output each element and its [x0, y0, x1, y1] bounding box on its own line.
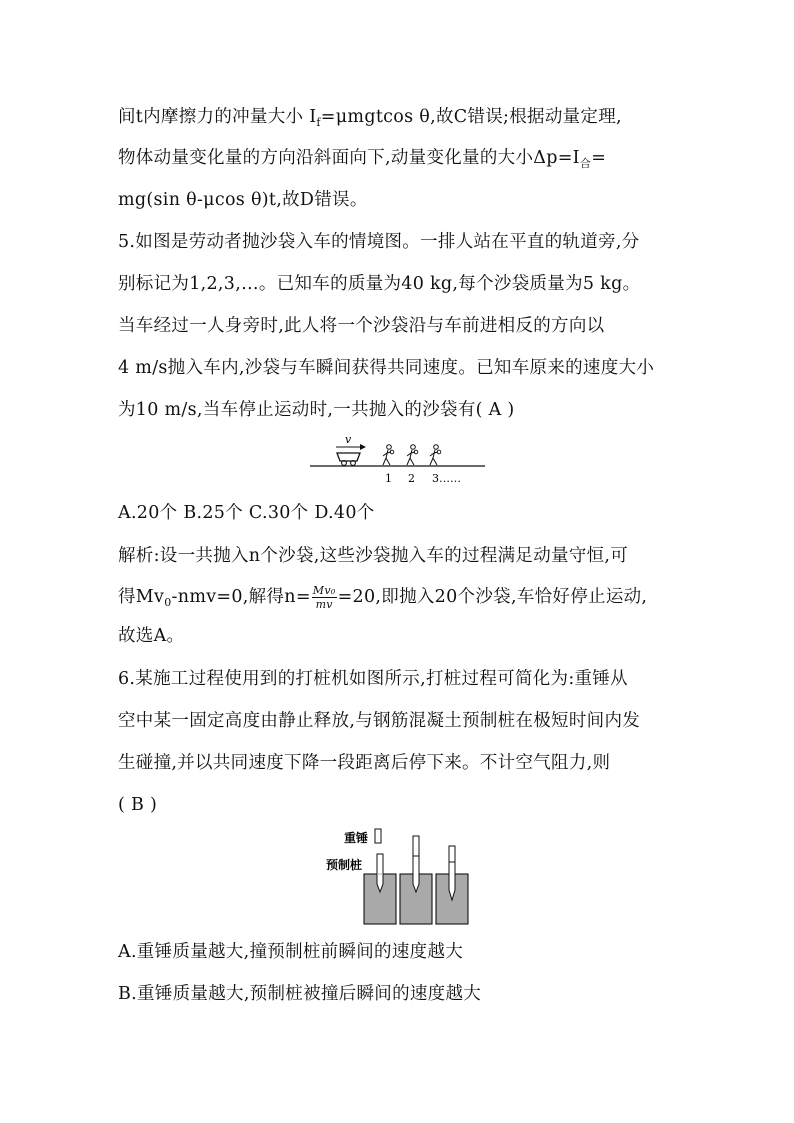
q6-option: B.重锤质量越大,预制桩被撞后瞬间的速度越大 [118, 984, 482, 1004]
subscript: 0 [164, 596, 172, 609]
solution-line [118, 105, 622, 135]
position-label: 2 [408, 472, 415, 485]
pile-icon [377, 854, 383, 892]
person-icon [383, 445, 394, 465]
text-segment: = [591, 148, 607, 168]
solution-line [118, 146, 606, 176]
fraction-numerator: Mv₀ [312, 584, 336, 597]
fraction-denominator: mv [315, 598, 333, 611]
text-segment: =20,即抛入20个沙袋,车恰好停止运动, [337, 587, 648, 607]
q6-stem-line: 生碰撞,并以共同速度下降一段距离后停下来。不计空气阻力,则 [118, 753, 611, 773]
q5-analysis-line: 故选A。 [118, 626, 185, 646]
q5-stem-line: 为10 m/s,当车停止运动时,一共抛入的沙袋有( A ) [118, 400, 515, 420]
hammer-icon [413, 836, 419, 856]
person-icon [430, 445, 441, 465]
subscript: f [316, 116, 321, 129]
q5-analysis-line [118, 584, 647, 615]
hammer-icon [449, 846, 455, 862]
q6-option: A.重锤质量越大,撞预制桩前瞬间的速度越大 [118, 942, 464, 962]
cart-icon [337, 453, 360, 465]
q6-stem-line: 6.某施工过程使用到的打桩机如图所示,打桩过程可简化为:重锤从 [118, 669, 628, 689]
text-segment: 物体动量变化量的方向沿斜面向下,动量变化量的大小Δp=I [118, 148, 580, 168]
q6-stem-line: ( B ) [118, 795, 158, 815]
q5-stem-line: 别标记为1,2,3,…。已知车的质量为40 kg,每个沙袋质量为5 kg。 [118, 274, 641, 294]
position-label: 3…… [432, 472, 461, 485]
subscript: 合 [579, 157, 592, 170]
person-icon [407, 445, 418, 465]
text-segment: 间t内摩擦力的冲量大小 I [118, 107, 317, 127]
fraction [312, 584, 337, 611]
pile-label: 预制桩 [326, 858, 363, 872]
velocity-label: v [345, 433, 352, 446]
text-segment: -nmv=0,解得n= [171, 587, 311, 607]
q6-figure [320, 822, 480, 930]
q5-stem-line: 当车经过一人身旁时,此人将一个沙袋沿与车前进相反的方向以 [118, 316, 605, 336]
solution-line: mg(sin θ-μcos θ)t,故D错误。 [118, 190, 368, 210]
q5-stem-line: 5.如图是劳动者抛沙袋入车的情境图。一排人站在平直的轨道旁,分 [118, 232, 640, 252]
text-segment: 得Mv [118, 587, 165, 607]
hammer-icon [375, 829, 381, 843]
pile-icon [449, 862, 455, 900]
text-segment: =μmgtcos θ,故C错误;根据动量定理, [320, 107, 622, 127]
q6-stem-line: 空中某一固定高度由静止释放,与钢筋混凝土预制桩在极短时间内发 [118, 711, 641, 731]
hammer-label: 重锤 [344, 831, 369, 845]
q5-options: A.20个 B.25个 C.30个 D.40个 [118, 503, 375, 523]
q5-stem-line: 4 m/s抛入车内,沙袋与车瞬间获得共同速度。已知车原来的速度大小 [118, 358, 655, 378]
q5-figure [300, 430, 500, 490]
q5-analysis-line: 解析:设一共抛入n个沙袋,这些沙袋抛入车的过程满足动量守恒,可 [118, 546, 629, 566]
position-label: 1 [385, 472, 392, 485]
pile-icon [413, 856, 419, 892]
